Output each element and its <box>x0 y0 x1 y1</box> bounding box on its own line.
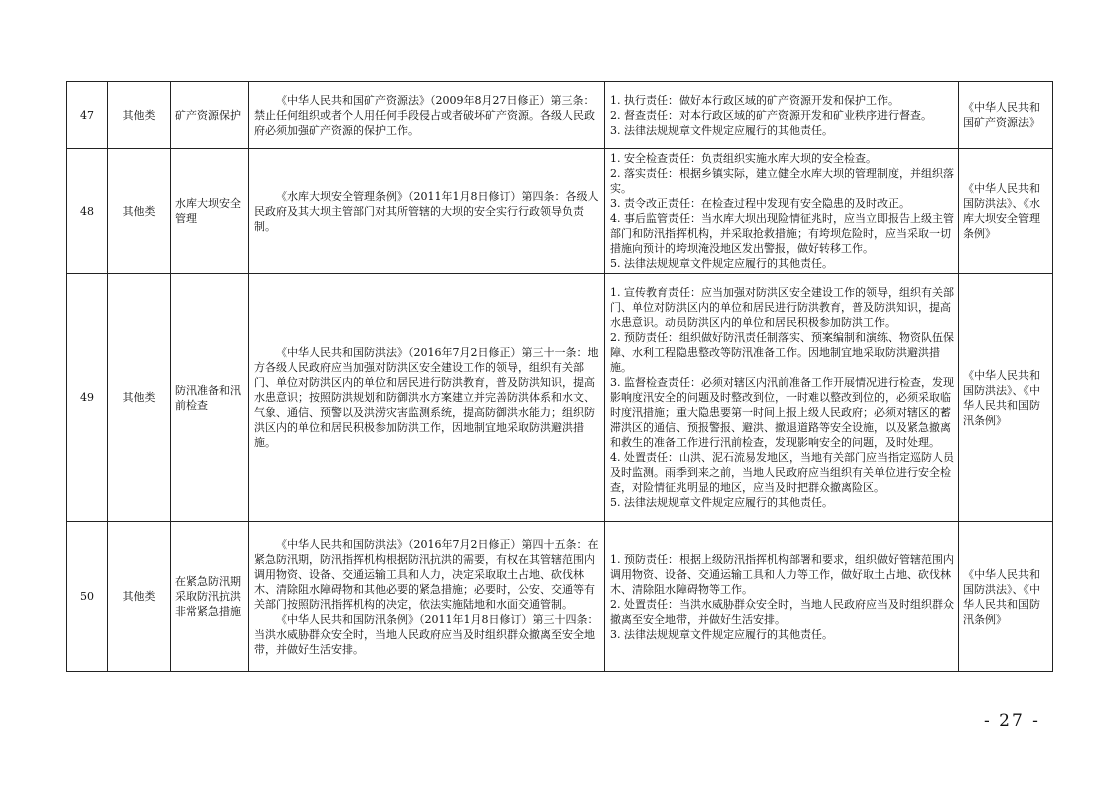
responsibility-item: 2. 预防责任：组织做好防汛责任制落实、预案编制和演练、物资队伍保障、水利工程隐患整改等防汛准备工作。因地制宜地采取防洪避洪措施。 <box>610 331 954 374</box>
row-legal-basis <box>249 274 605 522</box>
row-law-reference: 《中华人民共和国矿产资源法》 <box>959 82 1053 149</box>
row-number: 49 <box>67 274 108 522</box>
responsibility-item: 5. 法律法规规章文件规定应履行的其他责任。 <box>610 496 833 509</box>
row-number: 48 <box>67 149 108 274</box>
page-number: - 27 - <box>984 711 1040 731</box>
row-law-reference: 《中华人民共和国防洪法》、《中华人民共和国防汛条例》 <box>959 274 1053 522</box>
row-legal-basis <box>249 522 605 672</box>
row-responsibilities <box>605 274 959 522</box>
table-row <box>67 522 1053 672</box>
row-legal-basis <box>249 82 605 149</box>
row-category: 其他类 <box>108 82 171 149</box>
responsibility-item: 1. 预防责任：根据上级防汛指挥机构部署和要求，组织做好管辖范围内调用物资、设备、交通运输工具和人力等工作，做好取土占地、砍伐林木、清除阻水障碍物等工作。 <box>610 552 954 596</box>
table-row <box>67 149 1053 274</box>
basis-paragraph: 《中华人民共和国防汛条例》（2011年1月8日修订）第三十四条：当洪水威胁群众安全时，当地人民政府应当及时组织群众撤离至安全地带，并做好生活安排。 <box>254 612 599 656</box>
row-category: 其他类 <box>108 274 171 522</box>
responsibility-item: 1. 执行责任：做好本行政区域的矿产资源开发和保护工作。 <box>610 93 899 107</box>
row-responsibilities <box>605 82 959 149</box>
responsibility-item: 2. 落实责任：根据乡镇实际，建立健全水库大坝的管理制度，并组织落实。 <box>610 167 954 195</box>
basis-paragraph: 《水库大坝安全管理条例》（2011年1月8日修订）第四条：各级人民政府及其大坝主管部门对其所管辖的大坝的安全实行行政领导负责制。 <box>254 189 599 233</box>
row-law-reference: 《中华人民共和国防洪法》、《中华人民共和国防汛条例》 <box>959 522 1053 672</box>
responsibility-item: 3. 法律法规规章文件规定应履行的其他责任。 <box>610 627 833 641</box>
basis-paragraph: 《中华人民共和国矿产资源法》（2009年8月27日修正）第三条：禁止任何组织或者个人用任何手段侵占或者破坏矿产资源。各级人民政府必须加强矿产资源的保护工作。 <box>254 93 595 137</box>
responsibility-item: 3. 责令改正责任：在检查过程中发现有安全隐患的及时改正。 <box>610 197 910 210</box>
duty-table <box>66 81 1053 672</box>
row-responsibilities <box>605 522 959 672</box>
responsibility-item: 3. 监督检查责任：必须对辖区内汛前准备工作开展情况进行检查，发现影响度汛安全的问题及时整改到位，一时难以整改到位的，必须采取临时度汛措施；重大隐患要第一时间上报上级人民政府；必须对辖区的蓄滞洪区的通信、预报警报、避洪、撤退道路等安全设施，以及紧急撤离和救生的准备工作进行汛前检查，发现影响安全的问题，及时处理。 <box>610 376 954 449</box>
row-category: 其他类 <box>108 522 171 672</box>
row-number: 50 <box>67 522 108 672</box>
row-item: 水库大坝安全管理 <box>171 149 249 274</box>
responsibility-item: 1. 宣传教育责任：应当加强对防洪区安全建设工作的领导，组织有关部门、单位对防洪区内的单位和居民进行防洪教育，普及防洪知识，提高水患意识。动员防洪区内的单位和居民积极参加防洪工作。 <box>610 286 954 329</box>
basis-paragraph: 《中华人民共和国防洪法》（2016年7月2日修正）第四十五条：在紧急防汛期，防汛指挥机构根据防汛抗洪的需要，有权在其管辖范围内调用物资、设备、交通运输工具和人力，决定采取取土占地、砍伐林木、清除阻水障碍物和其他必要的紧急措施；必要时，公安、交通等有关部门按照防汛指挥机构的决定，依法实施陆地和水面交通管制。 <box>254 537 599 611</box>
responsibility-item: 2. 处置责任：当洪水威胁群众安全时，当地人民政府应当及时组织群众撤离至安全地带，并做好生活安排。 <box>610 597 954 626</box>
row-item: 矿产资源保护 <box>171 82 249 149</box>
responsibility-item: 1. 安全检查责任：负责组织实施水库大坝的安全检查。 <box>610 152 877 165</box>
row-item: 在紧急防汛期采取防汛抗洪非常紧急措施 <box>171 522 249 672</box>
row-category: 其他类 <box>108 149 171 274</box>
row-law-reference: 《中华人民共和国防洪法》、《水库大坝安全管理条例》 <box>959 149 1053 274</box>
row-legal-basis <box>249 149 605 274</box>
table-row <box>67 82 1053 149</box>
responsibility-item: 4. 事后监管责任：当水库大坝出现险情征兆时，应当立即报告上级主管部门和防汛指挥机构，并采取抢救措施；有垮坝危险时，应当采取一切措施向预计的垮坝淹没地区发出警报，做好转移工作。 <box>610 212 954 255</box>
table-row <box>67 274 1053 522</box>
responsibility-item: 4. 处置责任：山洪、泥石流易发地区，当地有关部门应当指定巡防人员及时监测。雨季到来之前，当地人民政府应当组织有关单位进行安全检查，对险情征兆明显的地区，应当及时把群众撤离险区。 <box>610 451 954 494</box>
basis-paragraph: 《中华人民共和国防洪法》（2016年7月2日修正）第三十一条：地方各级人民政府应当加强对防洪区安全建设工作的领导，组织有关部门、单位对防洪区内的单位和居民进行防洪教育，普及防洪知识，提高水患意识；按照防洪规划和防御洪水方案建立并完善防洪体系和水文、气象、通信、预警以及洪涝灾害监测系统，提高防御洪水能力；组织防洪区内的单位和居民积极参加防洪工作，因地制宜地采取防洪避洪措施。 <box>254 346 599 449</box>
row-responsibilities <box>605 149 959 274</box>
row-number: 47 <box>67 82 108 149</box>
responsibility-item: 2. 督查责任：对本行政区域的矿产资源开发和矿业秩序进行督查。 <box>610 108 932 122</box>
responsibility-item: 5. 法律法规规章文件规定应履行的其他责任。 <box>610 257 833 270</box>
responsibility-item: 3. 法律法规规章文件规定应履行的其他责任。 <box>610 123 833 137</box>
row-item: 防汛准备和汛前检查 <box>171 274 249 522</box>
